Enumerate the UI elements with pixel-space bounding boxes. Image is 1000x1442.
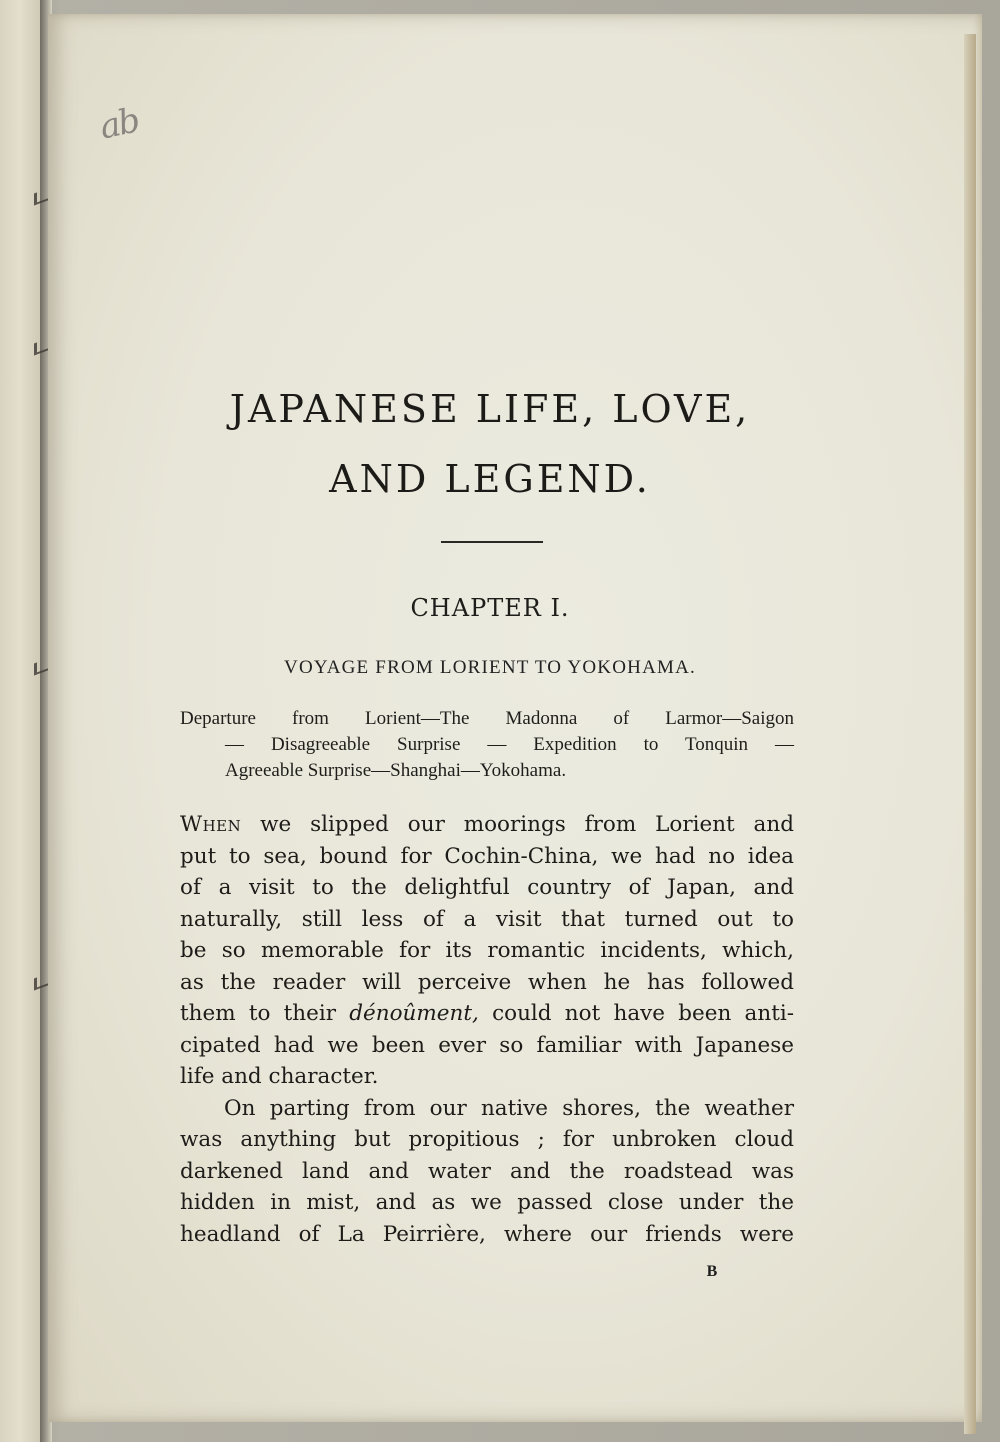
body-line: hidden in mist, and as we passed close under the: [180, 1190, 794, 1215]
drop-word: When: [180, 812, 242, 837]
body-line-text: them to their: [180, 1001, 350, 1026]
body-line: [180, 809, 794, 841]
title-rule: [441, 541, 543, 543]
body-line: put to sea, bound for Cochin-China, we had no idea: [180, 843, 794, 869]
body-line: darkened land and water and the roadstead was: [180, 1158, 794, 1184]
body-line: life and character.: [180, 1064, 379, 1089]
synopsis-line: Agreeable Surprise—Shanghai—Yokohama.: [225, 760, 567, 781]
page-edge: [964, 34, 976, 1434]
body-line-text: we slipped our moorings from Lorient and: [241, 812, 794, 837]
synopsis-line: Departure from Lorient—The Madonna of Larmor—Saigon: [180, 708, 794, 729]
body-line: of a visit to the delightful country of Japan, and: [180, 875, 794, 900]
title-line-1: JAPANESE LIFE, LOVE,: [229, 387, 751, 431]
title-line-2: AND LEGEND.: [329, 457, 651, 501]
body-line: headland of La Peirrière, where our friends were: [180, 1221, 794, 1247]
chapter-synopsis: [180, 706, 794, 784]
handwritten-margin-note: ab: [96, 100, 142, 148]
body-line: was anything but propitious ; for unbroken cloud: [180, 1127, 794, 1152]
body-line: cipated had we been ever so familiar with Japanese: [180, 1032, 794, 1058]
signature-mark: B: [706, 1263, 718, 1280]
body-text: [180, 809, 794, 1250]
italic-word: dénoûment,: [349, 1001, 479, 1026]
book-title: [170, 374, 810, 514]
body-line: as the reader will perceive when he has followed: [180, 969, 794, 995]
body-line-text: could not have been anti-: [478, 1001, 794, 1026]
body-line: naturally, still less of a visit that turned out to: [180, 906, 794, 932]
body-line: On parting from our native shores, the weather: [224, 1095, 794, 1121]
body-line: be so memorable for its romantic incidents, which,: [180, 938, 794, 963]
synopsis-line: — Disagreeable Surprise — Expedition to Tonquin —: [225, 734, 794, 755]
body-line: [180, 998, 794, 1030]
chapter-number: CHAPTER I.: [410, 594, 570, 622]
chapter-subtitle: VOYAGE FROM LORIENT TO YOKOHAMA.: [284, 657, 696, 678]
